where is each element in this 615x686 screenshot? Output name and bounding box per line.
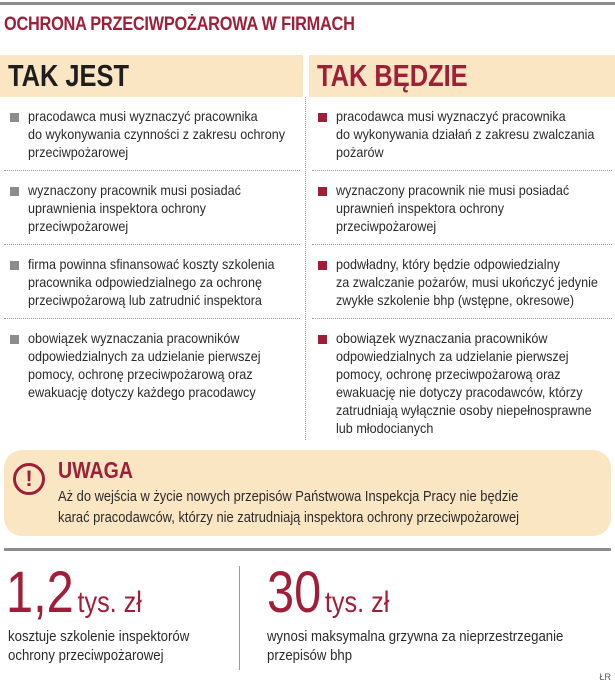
stat-training-cost: [6, 560, 142, 625]
bullet-square-icon: [318, 113, 327, 122]
bullet-square-icon: [318, 187, 327, 196]
column-header-future: [309, 55, 615, 97]
bullet-square-icon: [10, 261, 19, 270]
stat-divider: [239, 566, 240, 670]
bullet-square-icon: [10, 187, 19, 196]
stat-unit: tys. zł: [324, 586, 390, 619]
warning-text: Aż do wejścia w życie nowych przepisów Państwowa Inspekcja Pracy nie będzie karać pracodawców, którzy nie zatrudniają inspektora ochrony przeciwpożarowej: [58, 488, 520, 526]
stat-description: wynosi maksymalna grzywna za nieprzestrzeganie przepisów bhp: [267, 628, 564, 664]
warning-title: UWAGA: [58, 457, 133, 483]
bullet-square-icon: [10, 335, 19, 344]
future-rule-item: pracodawca musi wyznaczyć pracownika do wykonywania działań z zakresu zwalczania pożarów: [336, 108, 595, 160]
stat-number: 1,2: [6, 560, 74, 625]
future-rule-item: wyznaczony pracownik nie musi posiadać uprawnień inspektora ochrony przeciwpożarowej: [336, 182, 570, 234]
current-rule-item: pracodawca musi wyznaczyć pracownika do wykonywania czynności z zakresu ochrony przeciwpożarowej: [28, 108, 286, 160]
future-rule-item: podwładny, który będzie odpowiedzialny za zwalczanie pożarów, musi ukończyć jedynie zwykłe szkolenie bhp (wstępne, okresowe): [336, 256, 598, 308]
bottom-rule: [4, 548, 611, 551]
stat-description: kosztuje szkolenie inspektorów ochrony przeciwpożarowej: [8, 628, 190, 664]
bullet-square-icon: [10, 113, 19, 122]
current-rule-item: obowiązek wyznaczania pracowników odpowiedzialnych za udzielanie pierwszej pomocy, ochronę przeciwpożarową oraz ewakuację dotyczy każdego pracodawcy: [28, 330, 261, 400]
column-header-current-label: TAK JEST: [8, 58, 130, 93]
row-divider: [4, 244, 300, 245]
stat-number: 30: [267, 560, 322, 625]
stat-max-fine: [267, 560, 390, 625]
row-divider: [312, 244, 612, 245]
row-divider: [4, 170, 300, 171]
top-rule: [0, 2, 615, 5]
future-rule-item: obowiązek wyznaczania pracowników odpowiedzialnych za udzielanie pierwszej pomocy, ochronę przeciwpożarową oraz ewakuację nie dotyczy pracodawców, którzy zatrudniają wyłącznie osoby niepełnosprawne lub młodocianych: [336, 330, 592, 436]
stat-unit: tys. zł: [77, 586, 142, 619]
bullet-square-icon: [318, 335, 327, 344]
column-header-current: [0, 55, 303, 97]
column-header-future-label: TAK BĘDZIE: [317, 58, 468, 93]
exclamation-icon: !: [13, 463, 45, 495]
author-credit: ŁR: [599, 672, 611, 682]
row-divider: [312, 170, 612, 171]
current-rule-item: wyznaczony pracownik musi posiadać uprawnienia inspektora ochrony przeciwpożarowej: [28, 182, 241, 234]
column-divider: [305, 97, 306, 440]
row-divider: [4, 318, 300, 319]
row-divider: [312, 318, 612, 319]
current-rule-item: firma powinna sfinansować koszty szkolenia pracownika odpowiedzialnego za ochronę przeciwpożarową lub zatrudnić inspektora: [28, 256, 275, 308]
page-title: OCHRONA PRZECIWPOŻAROWA W FIRMACH: [4, 14, 355, 35]
bullet-square-icon: [318, 261, 327, 270]
